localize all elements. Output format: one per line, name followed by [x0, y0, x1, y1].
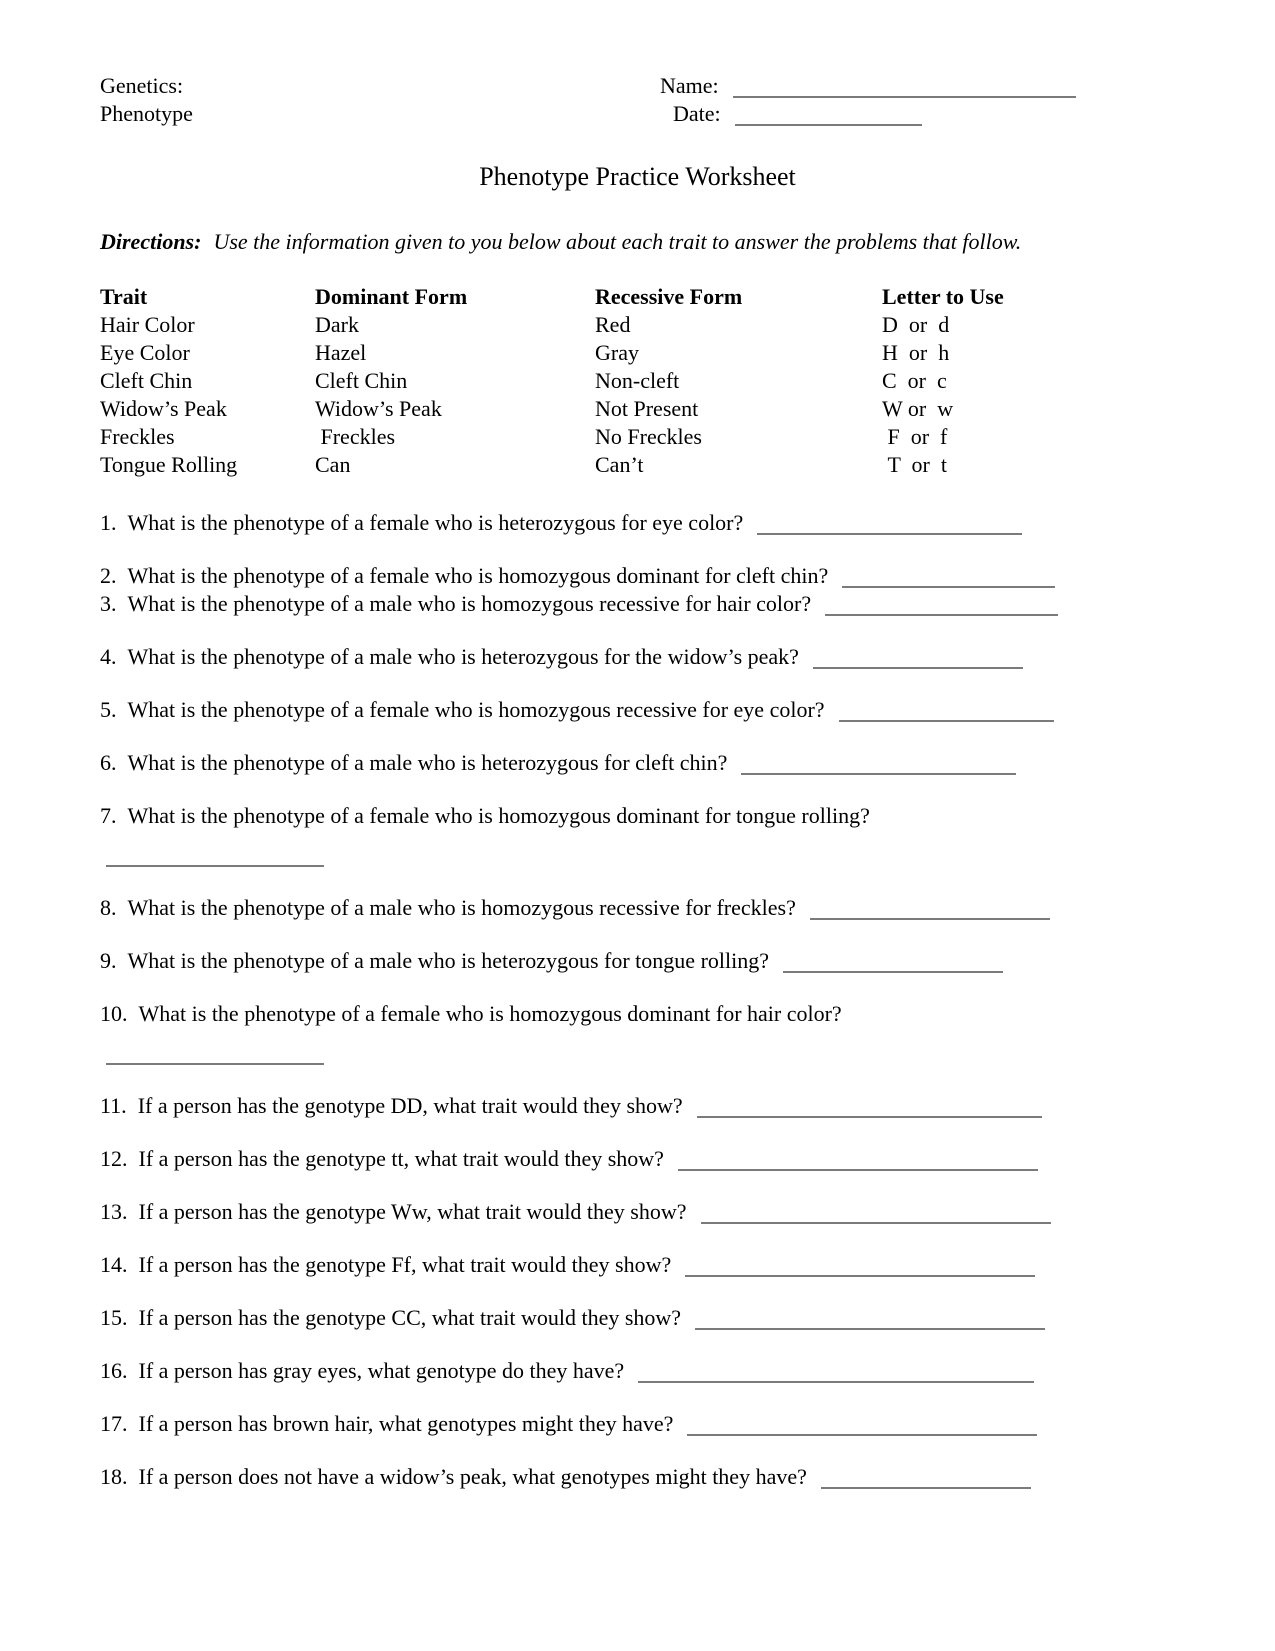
trait-table-header-1: Dominant Form — [315, 284, 468, 309]
answer-blank — [741, 773, 1016, 775]
question-2 — [100, 562, 1175, 590]
trait-table-cell-r0-c2: Red — [595, 312, 631, 337]
question-line — [100, 1251, 1175, 1279]
question-12 — [100, 1145, 1175, 1173]
question-text: What is the phenotype of a male who is heterozygous for the widow’s peak? — [127, 644, 799, 669]
question-1 — [100, 509, 1175, 537]
questions-list — [100, 509, 1175, 1491]
question-line — [100, 509, 1175, 537]
question-line — [100, 1463, 1175, 1491]
question-text: If a person does not have a widow’s peak, what genotypes might they have? — [138, 1464, 807, 1489]
question-10 — [100, 1000, 1175, 1067]
trait-table-cell-r4-c1: Freckles — [315, 424, 396, 449]
question-line — [100, 643, 1175, 671]
question-line — [100, 1000, 1175, 1028]
question-line — [100, 947, 1175, 975]
question-3 — [100, 590, 1175, 618]
question-text: If a person has brown hair, what genotypes might they have? — [138, 1411, 674, 1436]
question-number: 5. — [100, 697, 117, 722]
question-6 — [100, 749, 1175, 777]
question-number: 18. — [100, 1464, 128, 1489]
question-text: If a person has the genotype Ff, what trait would they show? — [138, 1252, 672, 1277]
name-date-block — [660, 72, 1076, 128]
name-label: Name: — [660, 73, 719, 98]
question-text: What is the phenotype of a male who is heterozygous for tongue rolling? — [127, 948, 769, 973]
question-line — [100, 1092, 1175, 1120]
question-number: 8. — [100, 895, 117, 920]
question-text: What is the phenotype of a female who is heterozygous for eye color? — [127, 510, 744, 535]
answer-blank — [687, 1434, 1037, 1436]
trait-table-cell-r2-c1: Cleft Chin — [315, 368, 408, 393]
date-blank-line — [735, 124, 922, 126]
question-line — [100, 1198, 1175, 1226]
question-text: If a person has the genotype Ww, what trait would they show? — [138, 1199, 687, 1224]
trait-table-cell-r0-c1: Dark — [315, 312, 359, 337]
trait-table-cell-r1-c1: Hazel — [315, 340, 367, 365]
question-number: 12. — [100, 1146, 128, 1171]
answer-blank — [695, 1328, 1045, 1330]
trait-table-header-0: Trait — [100, 284, 148, 309]
question-line — [100, 802, 1175, 830]
question-text: If a person has the genotype tt, what trait would they show? — [138, 1146, 664, 1171]
trait-table-cell-r5-c1: Can — [315, 452, 351, 477]
answer-blank — [685, 1275, 1035, 1277]
answer-blank — [821, 1487, 1031, 1489]
question-line — [100, 590, 1175, 618]
answer-blank — [701, 1222, 1051, 1224]
answer-blank — [842, 586, 1055, 588]
question-4 — [100, 643, 1175, 671]
trait-table-cell-r4-c2: No Freckles — [595, 424, 702, 449]
trait-table-header-3: Letter to Use — [882, 284, 1004, 309]
question-number: 4. — [100, 644, 117, 669]
question-number: 1. — [100, 510, 117, 535]
question-number: 2. — [100, 563, 117, 588]
question-line — [100, 894, 1175, 922]
name-blank-line — [733, 96, 1076, 98]
question-number: 3. — [100, 591, 117, 616]
question-line — [100, 1410, 1175, 1438]
answer-blank — [810, 918, 1050, 920]
course-topic: Phenotype — [100, 101, 193, 126]
trait-table-cell-r4-c3: F or f — [882, 424, 948, 449]
trait-table-cell-r3-c3: W or w — [882, 396, 954, 421]
page-title: Phenotype Practice Worksheet — [479, 162, 796, 191]
question-number: 6. — [100, 750, 117, 775]
question-number: 9. — [100, 948, 117, 973]
question-11 — [100, 1092, 1175, 1120]
trait-table-cell-r2-c0: Cleft Chin — [100, 368, 193, 393]
question-14 — [100, 1251, 1175, 1279]
answer-blank-line — [100, 1039, 1175, 1067]
question-16 — [100, 1357, 1175, 1385]
trait-table-header-2: Recessive Form — [595, 284, 743, 309]
trait-table — [100, 283, 1175, 479]
question-5 — [100, 696, 1175, 724]
answer-blank — [839, 720, 1054, 722]
answer-blank — [638, 1381, 1034, 1383]
question-9 — [100, 947, 1175, 975]
question-17 — [100, 1410, 1175, 1438]
directions — [100, 228, 1175, 256]
question-8 — [100, 894, 1175, 922]
page-header — [100, 72, 1175, 130]
trait-table-cell-r1-c2: Gray — [595, 340, 639, 365]
trait-table-cell-r4-c0: Freckles — [100, 424, 175, 449]
trait-table-cell-r2-c2: Non-cleft — [595, 368, 680, 393]
question-text: What is the phenotype of a female who is homozygous recessive for eye color? — [127, 697, 825, 722]
directions-text: Use the information given to you below about each trait to answer the problems that follow. — [213, 229, 1022, 254]
question-7 — [100, 802, 1175, 869]
question-number: 7. — [100, 803, 117, 828]
question-line — [100, 1357, 1175, 1385]
answer-blank — [783, 971, 1003, 973]
question-text: What is the phenotype of a female who is homozygous dominant for tongue rolling? — [127, 803, 870, 828]
question-text: If a person has the genotype DD, what trait would they show? — [137, 1093, 683, 1118]
answer-blank — [106, 865, 324, 867]
date-label: Date: — [673, 101, 721, 126]
trait-table-cell-r5-c0: Tongue Rolling — [100, 452, 238, 477]
answer-blank — [106, 1063, 324, 1065]
question-number: 13. — [100, 1199, 128, 1224]
trait-table-cell-r2-c3: C or c — [882, 368, 947, 393]
trait-table-cell-r3-c0: Widow’s Peak — [100, 396, 227, 421]
name-line — [660, 72, 1076, 100]
answer-blank — [813, 667, 1023, 669]
question-line — [100, 696, 1175, 724]
answer-blank — [825, 614, 1058, 616]
trait-table-cell-r1-c3: H or h — [882, 340, 950, 365]
trait-table-cell-r0-c0: Hair Color — [100, 312, 195, 337]
question-number: 17. — [100, 1411, 128, 1436]
question-18 — [100, 1463, 1175, 1491]
question-line — [100, 1145, 1175, 1173]
directions-label: Directions: — [100, 229, 202, 254]
question-line — [100, 749, 1175, 777]
course-subject: Genetics: — [100, 73, 184, 98]
question-text: What is the phenotype of a male who is homozygous recessive for freckles? — [127, 895, 796, 920]
question-text: What is the phenotype of a male who is homozygous recessive for hair color? — [127, 591, 812, 616]
answer-blank — [697, 1116, 1042, 1118]
trait-table-cell-r0-c3: D or d — [882, 312, 950, 337]
question-number: 16. — [100, 1358, 128, 1383]
trait-table-cell-r5-c2: Can’t — [595, 452, 644, 477]
question-13 — [100, 1198, 1175, 1226]
trait-table-cell-r5-c3: T or t — [882, 452, 947, 477]
question-text: If a person has gray eyes, what genotype do they have? — [138, 1358, 625, 1383]
trait-table-cell-r3-c1: Widow’s Peak — [315, 396, 442, 421]
date-line — [660, 100, 1076, 128]
answer-blank — [757, 533, 1022, 535]
question-number: 11. — [100, 1093, 127, 1118]
question-line — [100, 562, 1175, 590]
trait-table-cell-r1-c0: Eye Color — [100, 340, 190, 365]
question-text: If a person has the genotype CC, what trait would they show? — [138, 1305, 682, 1330]
question-text: What is the phenotype of a female who is homozygous dominant for hair color? — [138, 1001, 842, 1026]
question-15 — [100, 1304, 1175, 1332]
answer-blank-line — [100, 841, 1175, 869]
question-number: 10. — [100, 1001, 128, 1026]
question-text: What is the phenotype of a female who is homozygous dominant for cleft chin? — [127, 563, 829, 588]
question-number: 14. — [100, 1252, 128, 1277]
question-text: What is the phenotype of a male who is heterozygous for cleft chin? — [127, 750, 728, 775]
question-line — [100, 1304, 1175, 1332]
trait-table-cell-r3-c2: Not Present — [595, 396, 699, 421]
answer-blank — [678, 1169, 1038, 1171]
question-number: 15. — [100, 1305, 128, 1330]
